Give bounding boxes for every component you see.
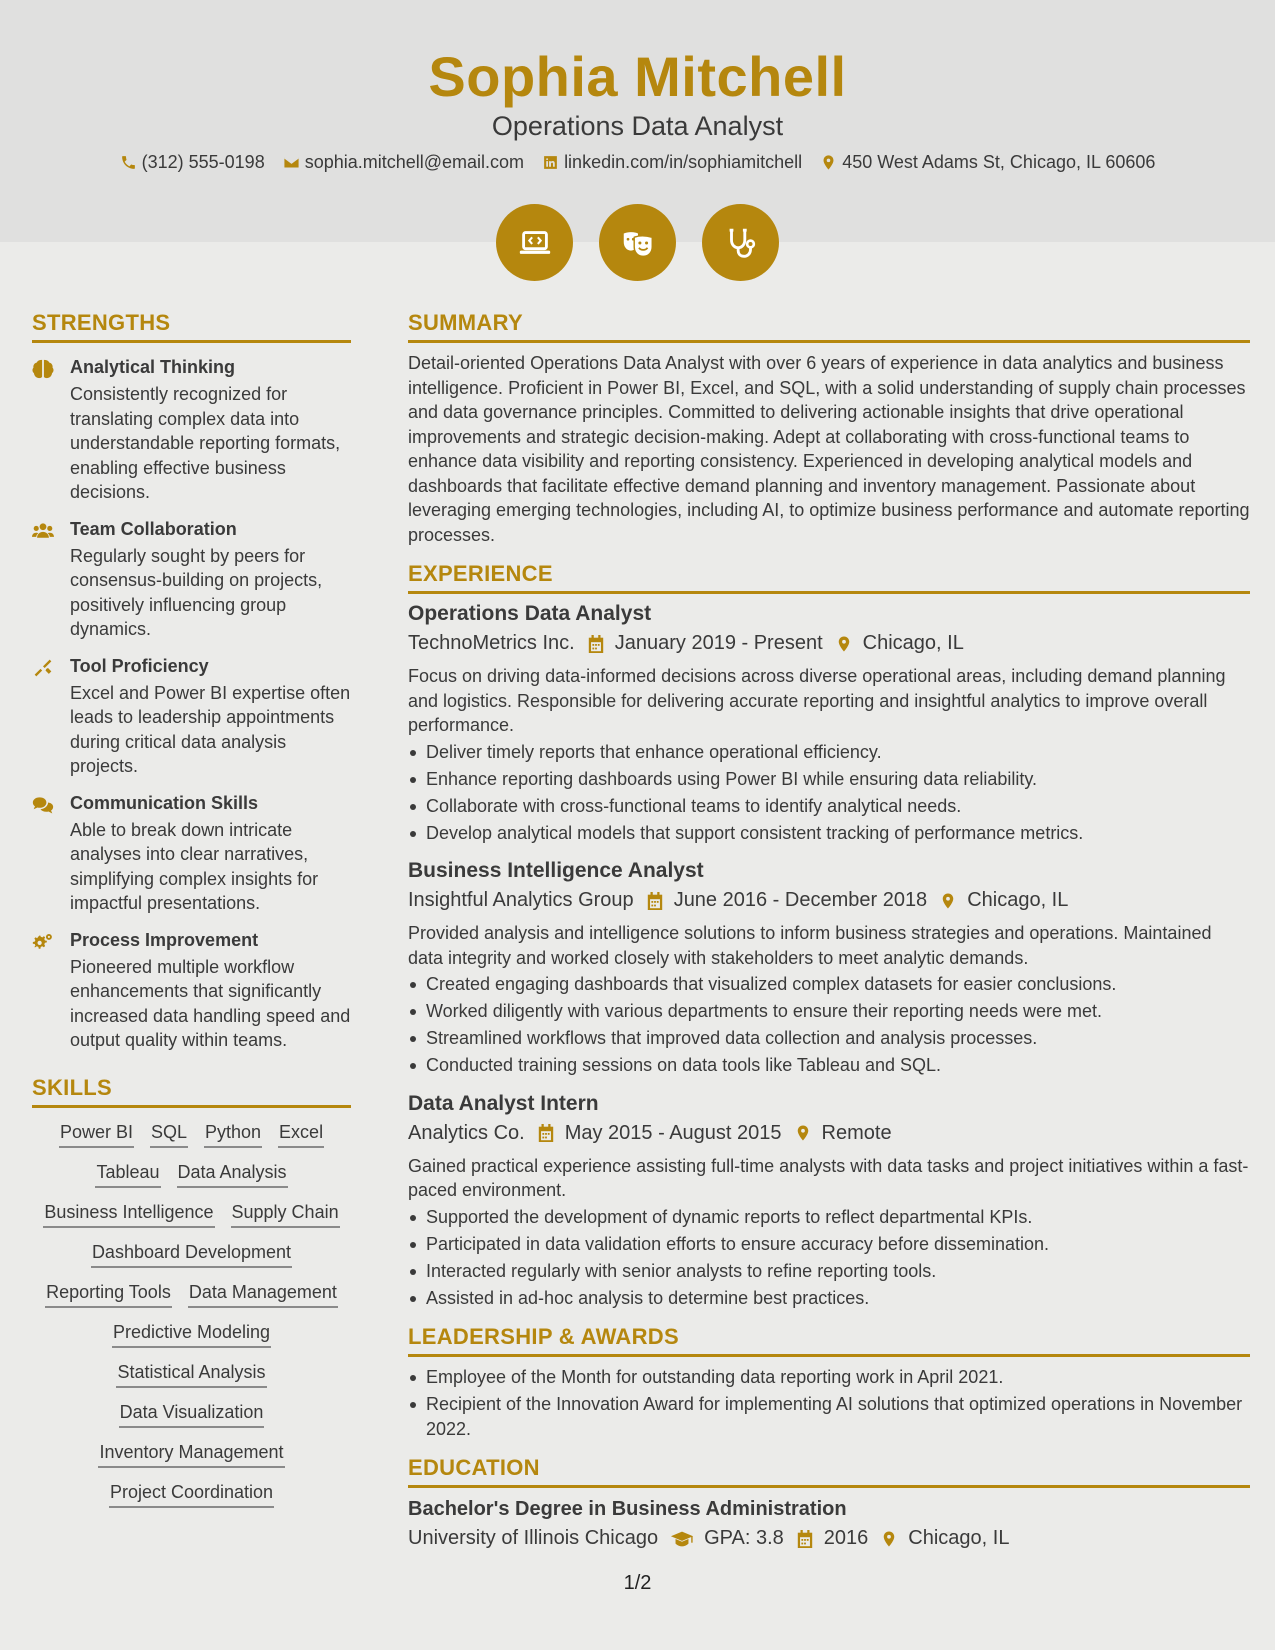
- strength-desc: Regularly sought by peers for consensus-building on projects, positively influencing group dynamics.: [70, 545, 323, 639]
- skill-tag: Data Visualization: [119, 1402, 265, 1428]
- calendar-icon: [537, 1123, 555, 1143]
- calendar-icon: [587, 634, 605, 654]
- skills-list: [32, 1122, 351, 1508]
- awards-heading: LEADERSHIP & AWARDS: [408, 1324, 1250, 1357]
- skill-tag: Dashboard Development: [91, 1242, 292, 1268]
- linkedin-icon: [542, 154, 559, 171]
- strength-title: Process Improvement: [70, 929, 259, 950]
- list-item: Collaborate with cross-functional teams to identify analytical needs.: [408, 794, 1250, 819]
- graduation-cap-icon: [670, 1529, 694, 1549]
- strength-title: Team Collaboration: [70, 518, 237, 539]
- education-heading: EDUCATION: [408, 1455, 1250, 1488]
- education-gpa: GPA: 3.8: [704, 1527, 784, 1549]
- job-location: Chicago, IL: [862, 632, 964, 654]
- list-item: Interacted regularly with senior analysts to refine reporting tools.: [408, 1259, 1250, 1284]
- list-item: Enhance reporting dashboards using Power BI while ensuring data reliability.: [408, 767, 1250, 792]
- laptop-code-badge: [496, 204, 573, 281]
- job-company: Insightful Analytics Group: [408, 889, 634, 911]
- strengths-heading: STRENGTHS: [32, 310, 351, 343]
- phone-text: (312) 555-0198: [141, 152, 265, 172]
- contact-address: [820, 152, 1155, 173]
- skill-tag: Statistical Analysis: [116, 1362, 266, 1388]
- skill-tag: Python: [204, 1122, 262, 1148]
- job-company: Analytics Co.: [408, 1121, 525, 1144]
- strength-item: [32, 793, 351, 916]
- contact-linkedin[interactable]: [542, 152, 802, 173]
- list-item: Supported the development of dynamic reports to reflect departmental KPIs.: [408, 1205, 1250, 1230]
- contact-phone[interactable]: [120, 152, 265, 173]
- email-text: sophia.mitchell@email.com: [304, 152, 525, 172]
- theater-masks-badge: [599, 204, 676, 281]
- stethoscope-badge: [702, 204, 779, 281]
- skill-tag: Power BI: [59, 1122, 134, 1148]
- candidate-name: Sophia Mitchell: [428, 45, 847, 108]
- skill-tag: Tableau: [95, 1162, 160, 1188]
- job-title: Business Intelligence Analyst: [408, 859, 704, 882]
- stethoscope-icon: [722, 224, 760, 262]
- job-company: TechnoMetrics Inc.: [408, 632, 575, 654]
- skill-tag: Business Intelligence: [43, 1202, 214, 1228]
- skills-heading: SKILLS: [32, 1075, 351, 1108]
- phone-icon: [120, 154, 137, 171]
- skill-tag: Data Analysis: [177, 1162, 288, 1188]
- brain-icon: [32, 359, 54, 379]
- strength-item: [32, 656, 351, 779]
- list-item: Participated in data validation efforts to ensure accuracy before dissemination.: [408, 1232, 1250, 1257]
- strength-item: [32, 357, 351, 505]
- strength-item: [32, 930, 351, 1053]
- linkedin-text: linkedin.com/in/sophiamitchell: [564, 152, 803, 172]
- address-text: 450 West Adams St, Chicago, IL 60606: [842, 152, 1156, 172]
- job-dates: January 2019 - Present: [614, 632, 823, 654]
- badge-row: [0, 204, 1275, 281]
- skill-tag: Reporting Tools: [45, 1282, 172, 1308]
- job-meta: [408, 1122, 1250, 1145]
- job-description: Focus on driving data-informed decisions across diverse operational areas, including demand planning and logistics. Responsible for delivering accurate reporting and insightful analytics to improve overall performance.: [408, 666, 1226, 735]
- map-pin-icon: [835, 634, 853, 654]
- job-description: Gained practical experience assisting full-time analysts with data tasks and project initiatives within a fast-paced environment.: [408, 1155, 1249, 1200]
- list-item: Conducted training sessions on data tools like Tableau and SQL.: [408, 1053, 1250, 1078]
- experience-heading: EXPERIENCE: [408, 561, 1250, 594]
- job-dates: June 2016 - December 2018: [673, 889, 928, 911]
- map-pin-icon: [794, 1123, 812, 1143]
- summary-heading: SUMMARY: [408, 310, 1250, 343]
- job-title: Data Analyst Intern: [408, 1091, 599, 1115]
- calendar-icon: [646, 891, 664, 911]
- job-meta: [408, 632, 1250, 655]
- skill-tag: Project Coordination: [109, 1482, 274, 1508]
- skill-tag: SQL: [150, 1122, 188, 1148]
- job-bullets: [408, 1205, 1250, 1311]
- education-meta: [408, 1527, 1250, 1550]
- map-pin-icon: [820, 154, 837, 171]
- list-item: Deliver timely reports that enhance operational efficiency.: [408, 740, 1250, 765]
- job-meta: [408, 889, 1250, 912]
- strength-item: [32, 519, 351, 642]
- strength-desc: Consistently recognized for translating complex data into understandable reporting formats, enabling effective business decisions.: [70, 384, 341, 502]
- skill-tag: Excel: [278, 1122, 324, 1148]
- job-bullets: [408, 740, 1250, 846]
- users-icon: [32, 521, 54, 541]
- summary-text: Detail-oriented Operations Data Analyst with over 6 years of experience in data analytics and business intelligence. Proficient in Power BI, Excel, and SQL, with a solid understanding of supply chain processes and data governance principles. Committed to delivering actionable insights that drive operational improvements and strategic decision-making. Adept at collaborating with cross-functional teams to enhance data visibility and reporting consistency. Experienced in developing analytical models and dashboards that facilitate effective demand planning and inventory management. Passionate about leveraging emerging technologies, including AI, to optimize business performance and automate reporting processes.: [408, 353, 1250, 545]
- envelope-icon: [283, 154, 300, 171]
- job-location: Remote: [821, 1121, 892, 1144]
- contact-email[interactable]: [283, 152, 524, 173]
- candidate-title: Operations Data Analyst: [491, 111, 784, 141]
- list-item: Develop analytical models that support consistent tracking of performance metrics.: [408, 821, 1250, 846]
- job-bullets: [408, 972, 1250, 1078]
- education-school: University of Illinois Chicago: [408, 1527, 659, 1549]
- map-pin-icon: [880, 1529, 898, 1549]
- strength-desc: Able to break down intricate analyses into clear narratives, simplifying complex insights for impactful presentations.: [70, 819, 319, 913]
- strength-title: Tool Proficiency: [70, 655, 209, 676]
- job-entry: [408, 1092, 1250, 1311]
- list-item: Streamlined workflows that improved data collection and analysis processes.: [408, 1026, 1250, 1051]
- job-location: Chicago, IL: [967, 889, 1069, 911]
- education-location: Chicago, IL: [908, 1527, 1010, 1549]
- skill-tag: Predictive Modeling: [112, 1322, 271, 1348]
- job-title: Operations Data Analyst: [408, 602, 652, 625]
- strength-desc: Pioneered multiple workflow enhancements that significantly increased data handling speed and output quality within teams.: [70, 956, 351, 1050]
- skill-tag: Data Management: [188, 1282, 338, 1308]
- job-entry: [408, 602, 1250, 845]
- awards-list: [408, 1365, 1250, 1441]
- left-column: [32, 310, 351, 1508]
- theater-masks-icon: [619, 224, 657, 262]
- tools-icon: [32, 658, 54, 678]
- skill-tag: Supply Chain: [231, 1202, 340, 1228]
- strength-title: Analytical Thinking: [70, 357, 236, 377]
- strength-title: Communication Skills: [70, 792, 259, 813]
- map-pin-icon: [939, 891, 957, 911]
- list-item: Recipient of the Innovation Award for implementing AI solutions that optimized operations in November 2022.: [408, 1392, 1250, 1441]
- education-year: 2016: [823, 1527, 869, 1549]
- cogs-icon: [32, 932, 54, 952]
- calendar-icon: [796, 1529, 814, 1549]
- education-degree: Bachelor's Degree in Business Administration: [408, 1498, 847, 1520]
- laptop-code-icon: [516, 224, 554, 262]
- list-item: Assisted in ad-hoc analysis to determine best practices.: [408, 1286, 1250, 1311]
- comments-icon: [32, 795, 54, 815]
- list-item: Employee of the Month for outstanding data reporting work in April 2021.: [408, 1365, 1250, 1390]
- job-entry: [408, 859, 1250, 1078]
- job-description: Provided analysis and intelligence solutions to inform business strategies and operations. Maintained data integrity and worked closely with stakeholders to meet analytic demands.: [408, 923, 1212, 968]
- strength-desc: Excel and Power BI expertise often leads to leadership appointments during critical data analysis projects.: [70, 682, 351, 776]
- list-item: Created engaging dashboards that visualized complex datasets for easier conclusions.: [408, 972, 1250, 997]
- job-dates: May 2015 - August 2015: [564, 1121, 782, 1144]
- page-number: 1/2: [623, 1572, 652, 1594]
- contact-bar: [0, 152, 1275, 173]
- right-column: [408, 310, 1250, 1550]
- list-item: Worked diligently with various departments to ensure their reporting needs were met.: [408, 999, 1250, 1024]
- skill-tag: Inventory Management: [98, 1442, 284, 1468]
